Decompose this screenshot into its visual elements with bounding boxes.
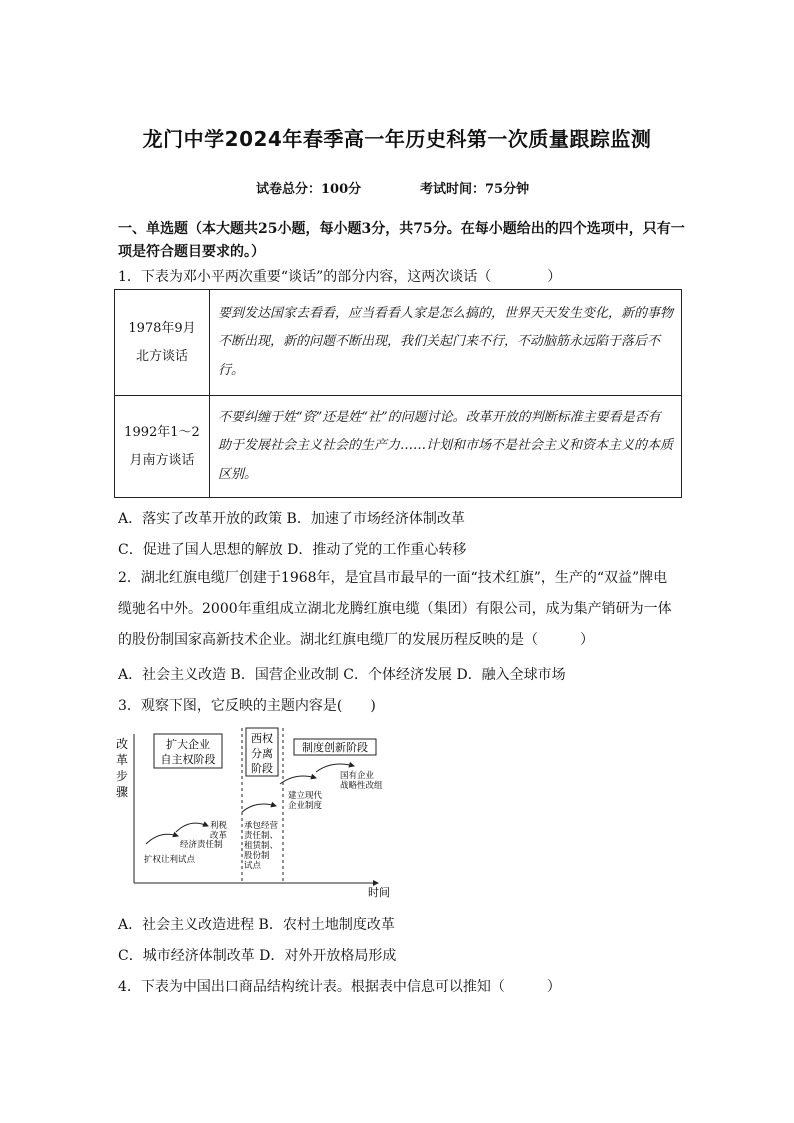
- step-label: 租赁制、: [244, 841, 279, 851]
- talk-time-line: 1992年1～2: [124, 424, 200, 440]
- stage2-label: 分离: [251, 747, 273, 760]
- table-row: [115, 290, 682, 396]
- y-axis-label: 革: [116, 753, 129, 767]
- q3-options-ab[interactable]: A．社会主义改造进程 B．农村土地制度改革: [118, 917, 395, 933]
- section-title: 一、单选题: [118, 221, 188, 237]
- q1-options-cd[interactable]: C．促进了国人思想的解放 D．推动了党的工作重心转移: [118, 542, 467, 558]
- talk-time-cell: [115, 290, 210, 396]
- talk-content: 要到发达国家去看看，应当看看人家是怎么搞的，世界天天发生变化，新的事物不断出现，新的问题不断出现，我们关起门来不行，不动脑筋永远陷于落后不行。: [210, 290, 682, 396]
- stage1-label: 扩大企业: [166, 738, 210, 751]
- step-label: 战略性改组: [340, 781, 383, 791]
- stage1-label: 自主权阶段: [160, 753, 216, 766]
- exam-title: 龙门中学2024年春季高一年历史科第一次质量跟踪监测: [142, 127, 652, 151]
- step-arrow: [176, 823, 208, 832]
- talk-content: 不要纠缠于姓“资”还是姓“社”的问题讨论。改革开放的判断标准主要看是否有助于发展社会主义社会的生产力……计划和市场不是社会主义和资本主义的本质区别。: [210, 396, 682, 498]
- step-label: 承包经营: [244, 821, 279, 831]
- q3-stem: 3．观察下图，它反映的主题内容是( ): [118, 698, 376, 714]
- step-label: 改革: [210, 831, 228, 841]
- y-axis-label: 改: [116, 737, 129, 751]
- step-label: 试点: [244, 861, 262, 871]
- step-label: 企业制度: [288, 801, 323, 811]
- q1-talks-table: [114, 289, 682, 498]
- step-label: 股份制: [244, 851, 270, 861]
- exam-time: 考试时间：75分钟: [420, 182, 530, 197]
- q1-stem: 1．下表为邓小平两次重要“谈话”的部分内容，这两次谈话（ ）: [118, 269, 562, 285]
- x-axis-label: 时间: [368, 886, 390, 899]
- section-instruction: （本大题共25小题，每小题3分，共75分。在每小题给出的四个选项中，只有一项是符合题目要求的。）: [118, 221, 685, 260]
- step-label: 国有企业: [340, 771, 375, 781]
- q3-options-cd[interactable]: C．城市经济体制改革 D．对外开放格局形成: [118, 948, 397, 964]
- step-label: 建立现代: [288, 791, 323, 801]
- step-arrow: [280, 776, 316, 784]
- step-label: 扩权让利试点: [144, 855, 196, 865]
- stage2-label: 西权: [251, 732, 273, 745]
- q2-stem: 2．湖北红旗电缆厂创建于1968年，是宜昌市最早的一面“技术红旗”，生产的“双益”牌电缆驰名中外。2000年重组成立湖北龙腾红旗电缆（集团）有限公司，成为集产销研为一体的股份制国家高新技术企业。湖北红旗电缆厂的发展历程反映的是（ ）: [118, 570, 672, 648]
- step-label: 经济责任制: [180, 840, 223, 850]
- y-axis-label: 骤: [116, 785, 129, 799]
- y-axis-label: 步: [116, 769, 129, 783]
- reform-steps-diagram: [110, 722, 400, 900]
- step-arrow: [146, 834, 178, 844]
- q4-stem: 4．下表为中国出口商品结构统计表。根据表中信息可以推知（ ）: [118, 979, 561, 995]
- q1-options-ab[interactable]: A．落实了改革开放的政策 B．加速了市场经济体制改革: [118, 511, 465, 527]
- table-row: [115, 396, 682, 498]
- talk-time-line: 月南方谈话: [129, 452, 195, 468]
- step-label: 责任制、: [244, 831, 279, 841]
- q2-options[interactable]: A．社会主义改造 B．国营企业改制 C．个体经济发展 D．融入全球市场: [118, 667, 566, 683]
- talk-time-line: 1978年9月: [128, 320, 196, 336]
- stage3-label: 制度创新阶段: [302, 741, 368, 754]
- talk-time-line: 北方谈话: [135, 348, 188, 364]
- step-arrow: [242, 804, 276, 812]
- section-heading: [118, 218, 688, 264]
- step-label: 利税: [210, 821, 228, 831]
- total-score: 试卷总分：100分: [256, 182, 362, 197]
- stage2-label: 阶段: [251, 762, 273, 775]
- talk-time-cell: [115, 396, 210, 498]
